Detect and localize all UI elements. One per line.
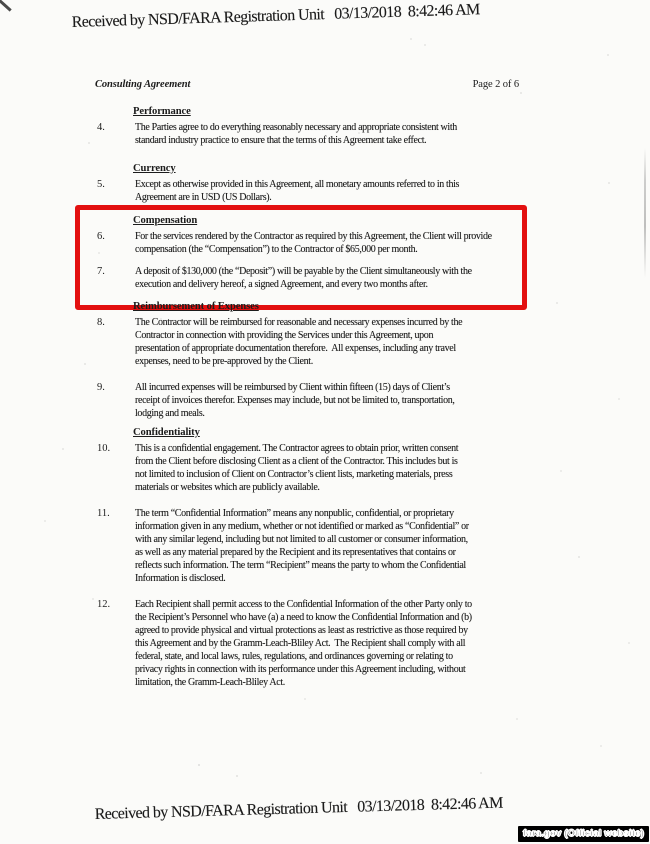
scan-noise-speckles xyxy=(0,0,2,2)
agreement-clause-5 xyxy=(95,178,531,204)
clause-text: The term “Confidential Information” means any nonpublic, confidential, or proprietary information given in any medium, whether or not identified or marked as “Confidential” or with any similar legend, including but not limited to all customer or consumer information, as well as any material prepared by the Recipient and its representatives that contains or reflects such information. The term “Recipient” means the party to whom the Confidential Information is disclosed. xyxy=(135,508,469,584)
agreement-clause-8 xyxy=(95,316,531,368)
document-header-row xyxy=(95,79,519,90)
clause-number: 12. xyxy=(97,599,111,610)
section-heading-reimbursement: Reimbursement of Expenses xyxy=(133,301,259,312)
clause-number: 7. xyxy=(97,266,105,277)
scan-corner-artifact xyxy=(0,0,12,12)
clause-number: 11. xyxy=(97,508,110,519)
fara-received-stamp-bottom: Received by NSD/FARA Registration Unit 03/13/2018 8:42:46 AM xyxy=(94,794,503,824)
agreement-clause-11 xyxy=(95,507,531,585)
section-reimbursement-of-expenses xyxy=(95,301,531,420)
fara-received-stamp-top: Received by NSD/FARA Registration Unit 03/13/2018 8:42:46 AM xyxy=(71,1,480,32)
section-heading-performance: Performance xyxy=(133,106,191,117)
clause-text: A deposit of $130,000 (the “Deposit”) will be payable by the Client simultaneously with the execution and delivery hereof, a signed Agreement, and every two months after. xyxy=(135,266,472,290)
scan-scratch-artifact xyxy=(644,148,646,278)
clause-text: For the services rendered by the Contractor as required by this Agreement, the Client will provide compensation (the “Compensation”) to the Contractor of $65,000 per month. xyxy=(135,231,492,255)
clause-text: This is a confidential engagement. The Contractor agrees to obtain prior, written consent from the Client before disclosing Client as a client of the Contractor. This includes but is not limited to inclusion of Client on Contractor’s client lists, marketing materials, press materials or websites which are publicly available. xyxy=(135,443,459,493)
clause-number: 9. xyxy=(97,382,105,393)
agreement-clause-4 xyxy=(95,121,531,147)
clause-text: Each Recipient shall permit access to the Confidential Information of the other Party only to the Recipient’s Personnel who have (a) a need to know the Confidential Information and (b) agreed to provide physical and virtual protections as least as restrictive as those required by this Agreement and by the Gramm-Leach-Bliley Act. The Recipient shall comply with all federal, state, and local laws, rules, regulations, and ordinances governing or relating to privacy rights in connection with its performance under this Agreement including, without limitation, the Gramm-Leach-Bliley Act. xyxy=(135,599,472,688)
section-confidentiality xyxy=(95,427,531,689)
agreement-clause-12 xyxy=(95,598,531,689)
agreement-clause-10 xyxy=(95,442,531,494)
page-number-label: Page 2 of 6 xyxy=(472,79,519,90)
clause-text: Except as otherwise provided in this Agreement, all monetary amounts referred to in this Agreement are in USD (US Dollars). xyxy=(135,179,460,203)
section-heading-compensation: Compensation xyxy=(133,215,198,226)
clause-text: All incurred expenses will be reimbursed by Client within fifteen (15) days of Client’s receipt of invoices therefor. Expenses may include, but not be limited to, transportation, lodging and meals. xyxy=(135,382,455,419)
section-performance xyxy=(95,106,531,147)
section-compensation-highlight-box xyxy=(75,205,527,310)
clause-number: 5. xyxy=(97,179,105,190)
section-heading-confidentiality: Confidentiality xyxy=(133,427,200,438)
clause-number: 8. xyxy=(97,317,105,328)
clause-text: The Contractor will be reimbursed for reasonable and necessary expenses incurred by the Contractor in connection with providing the Services under this Agreement, upon presentation of appropriate documentation therefore. All expenses, including any travel expenses, need to be pre-approved by the Client. xyxy=(135,317,463,367)
section-heading-currency: Currency xyxy=(133,163,176,174)
fara-gov-watermark-badge: fara.gov (Official website) xyxy=(518,826,649,842)
clause-number: 10. xyxy=(97,443,111,454)
clause-text: The Parties agree to do everything reasonably necessary and appropriate consistent with standard industry practice to ensure that the terms of this Agreement take effect. xyxy=(135,122,457,146)
section-currency xyxy=(95,163,531,204)
agreement-clause-7 xyxy=(95,265,518,291)
agreement-clause-6 xyxy=(95,230,518,256)
agreement-clause-9 xyxy=(95,381,531,420)
clause-number: 4. xyxy=(97,122,105,133)
document-title: Consulting Agreement xyxy=(95,79,191,90)
clause-number: 6. xyxy=(97,231,105,242)
